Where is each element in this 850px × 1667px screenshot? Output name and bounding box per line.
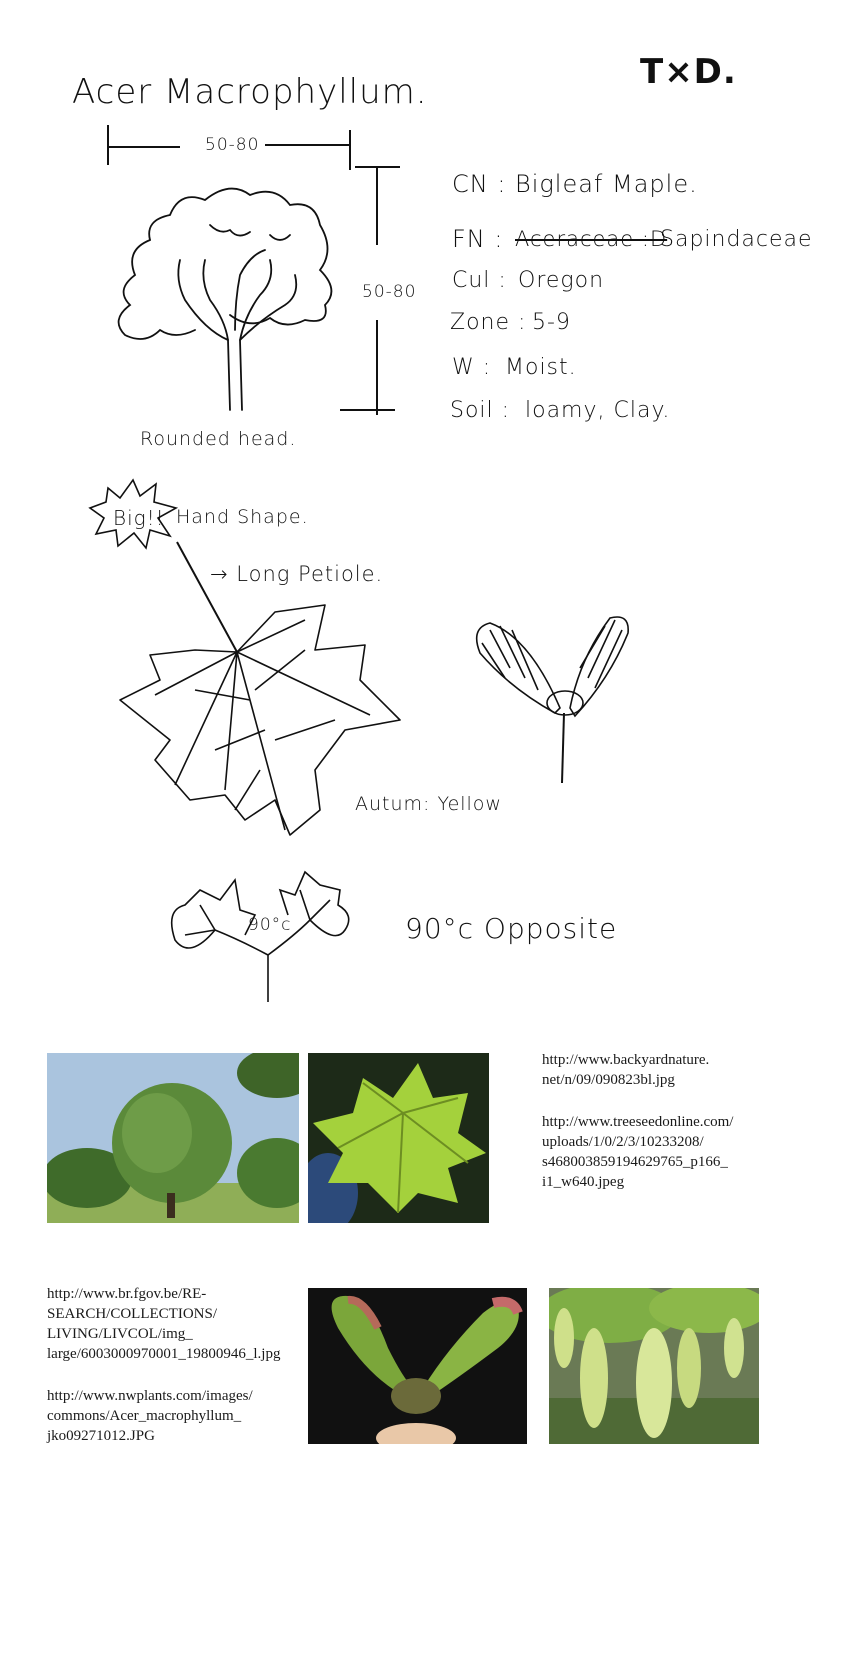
cultivar-value: Oregon	[518, 268, 605, 293]
hand-shape-note: Hand Shape.	[176, 506, 309, 528]
link-nwplants[interactable]: http://www.nwplants.com/images/ commons/Acer_macrophyllum_ jko09271012.JPG	[47, 1388, 253, 1444]
zone-label: Zone :	[450, 310, 527, 335]
author-initials: T×D.	[640, 52, 737, 92]
big-badge: Big!!	[113, 506, 165, 530]
petiole-note: → Long Petiole.	[210, 562, 384, 586]
link-br-fgov[interactable]: http://www.br.fgov.be/RE- SEARCH/COLLECTIONS/ LIVING/LIVCOL/img_ large/6003000970001_19800946_l.jpg	[47, 1286, 281, 1362]
soil-value: loamy, Clay.	[525, 398, 671, 423]
tree-photo	[47, 1053, 299, 1223]
zone-value: 5-9	[532, 310, 571, 335]
tree-note: Rounded head.	[140, 428, 297, 450]
arrangement-note: 90°c Opposite	[405, 912, 618, 945]
water-label: W :	[452, 355, 492, 380]
water-value: Moist.	[505, 355, 577, 380]
opposite-leaves-sketch	[160, 870, 360, 1010]
samara-sketch	[470, 608, 640, 788]
page-title: Acer Macrophyllum.	[72, 72, 428, 112]
links-bottom	[47, 1284, 297, 1468]
angle-label: 90°c	[248, 915, 292, 935]
tree-sketch	[110, 180, 340, 415]
height-label: 50-80	[362, 282, 417, 302]
family-name-value: Sapindaceae	[660, 227, 813, 252]
soil-label: Soil :	[450, 398, 511, 423]
autumn-note: Autum: Yellow	[355, 793, 502, 815]
flowers-photo	[549, 1288, 759, 1444]
link-backyardnature[interactable]: http://www.backyardnature. net/n/09/090823bl.jpg	[542, 1052, 710, 1088]
links-top	[542, 1050, 782, 1214]
family-name-struck: Aceraceae :D	[515, 227, 668, 251]
leaf-photo	[308, 1053, 489, 1223]
link-treeseedonline[interactable]: http://www.treeseedonline.com/ uploads/1/0/2/3/10233208/ s468003859194629765_p166_ i1_w640.jpeg	[542, 1114, 734, 1190]
cultivar-label: Cul :	[452, 268, 507, 293]
samara-photo	[308, 1288, 527, 1444]
family-name-label: FN :	[452, 225, 504, 253]
common-name-label: CN :	[452, 170, 507, 198]
spread-label: 50-80	[205, 135, 260, 155]
common-name-value: Bigleaf Maple.	[515, 170, 698, 198]
